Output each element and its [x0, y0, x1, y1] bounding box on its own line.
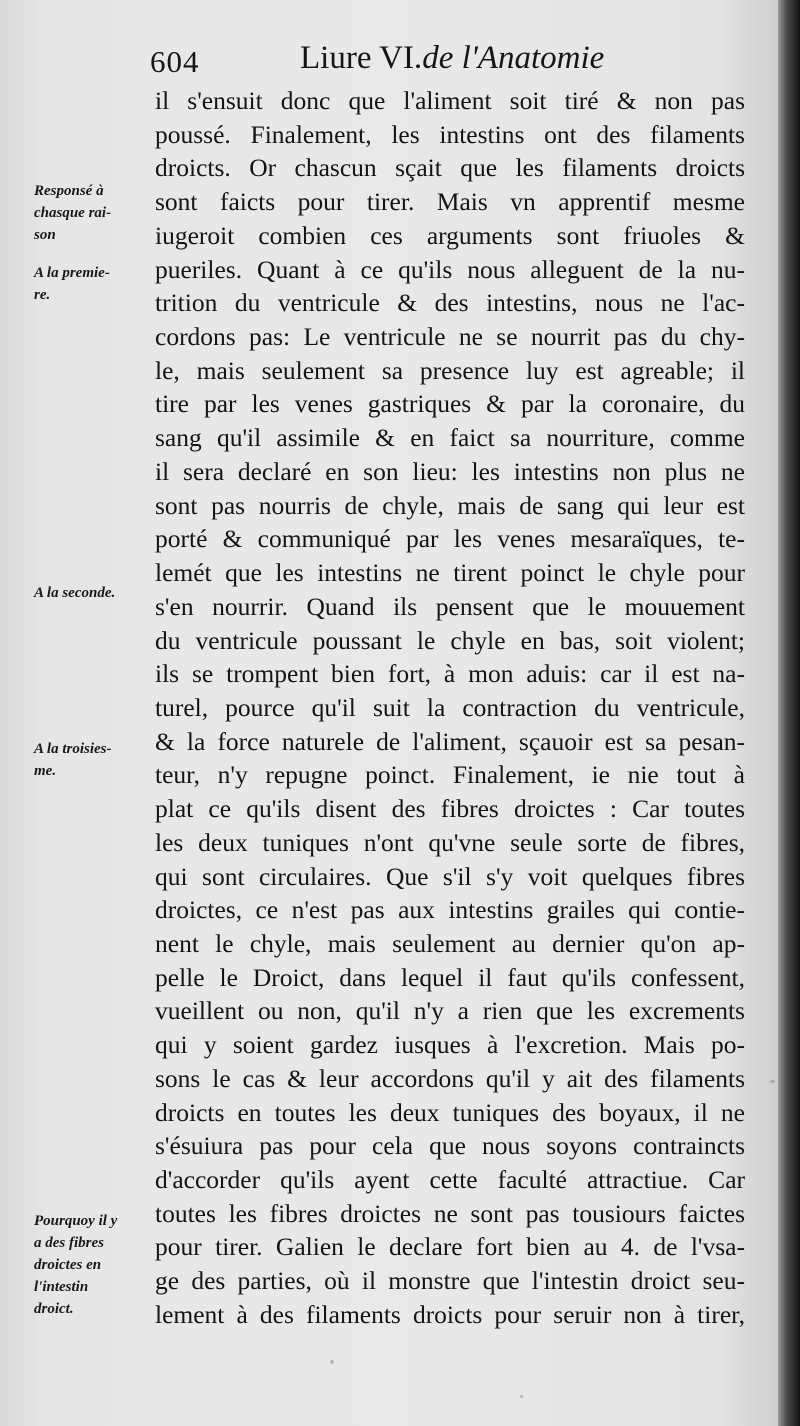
text-line: nent le chyle, mais seulement au dernier qu'on ap- — [155, 928, 745, 958]
margin-note-second: A la seconde. — [34, 585, 116, 601]
text-line: du ventricule poussant le chyle en bas, soit violent; — [155, 625, 745, 655]
text-line: vueillent ou non, qu'il n'y a rien que les excrements — [155, 996, 745, 1026]
margin-note-third: A la troisies- me. — [34, 741, 112, 779]
text-line: teur, n'y repugne poinct. Finalement, ie nie tout à — [155, 760, 745, 790]
text-line: & la force naturele de l'aliment, sçauoir est sa pesan- — [155, 726, 745, 756]
text-line: d'accorder qu'ils ayent cette faculté attractiue. Car — [155, 1165, 745, 1194]
margin-note-first: A la premie- re. — [34, 265, 110, 303]
text-line: cordons pas: Le ventricule ne se nourrit pas du chy- — [155, 322, 745, 352]
ink-speck — [330, 1360, 334, 1364]
text-line: ge des parties, où il monstre que l'intestin droict seu- — [155, 1266, 745, 1296]
margin-note-response: Responsé à chasque rai- son — [34, 183, 112, 243]
running-title-book: Liure VI. — [300, 40, 423, 76]
text-line: qui y soient gardez iusques à l'excretion. Mais po- — [155, 1030, 745, 1060]
text-line: il sera declaré en son lieu: les intestins non plus ne — [155, 456, 745, 486]
text-line: sont faicts pour tirer. Mais vn apprentif mesme — [155, 187, 745, 217]
text-line: iugeroit combien ces arguments sont friuoles & — [155, 220, 745, 250]
text-line: sont pas nourris de chyle, mais de sang qui leur est — [155, 490, 745, 520]
text-line: sons le cas & leur accordons qu'il y ait des filaments — [155, 1063, 745, 1093]
text-line: pour tirer. Galien le declare fort bien au 4. de l'vsa- — [155, 1232, 745, 1262]
text-line: sang qu'il assimile & en faict sa nourriture, comme — [155, 423, 745, 453]
text-line: qui sont circulaires. Que s'il s'y voit quelques fibres — [155, 861, 745, 891]
page-header — [150, 40, 750, 84]
page-number: 604 — [150, 44, 200, 79]
running-title-subject: de l'Anatomie — [422, 40, 605, 76]
text-line: turel, pource qu'il suit la contraction du ventricule, — [155, 692, 745, 722]
text-line: poussé. Finalement, les intestins ont des filaments — [155, 119, 745, 149]
text-line: pueriles. Quant à ce qu'ils nous alleguent de la nu- — [155, 254, 745, 284]
running-title — [300, 40, 604, 77]
text-line: plat ce qu'ils disent des fibres droictes : Car toutes — [155, 794, 745, 824]
text-line: ils se trompent bien fort, à mon aduis: car il est na- — [155, 659, 745, 689]
text-line: trition du ventricule & des intestins, nous ne l'ac- — [155, 288, 745, 318]
text-line: il s'ensuit donc que l'aliment soit tiré & non pas — [155, 86, 745, 115]
text-line: pelle le Droict, dans lequel il faut qu'ils confessent, — [155, 962, 745, 992]
margin-note-why-fibres: Pourquoy il y a des fibres droictes en l'intestin droict. — [34, 1213, 118, 1317]
ink-speck — [770, 1080, 775, 1083]
text-line: les deux tuniques n'ont qu'vne seule sorte de fibres, — [155, 827, 745, 857]
text-line: droicts. Or chascun sçait que les filaments droicts — [155, 153, 745, 183]
text-line: toutes les fibres droictes ne sont pas tousiours faictes — [155, 1198, 745, 1228]
margin-notes — [0, 0, 160, 1426]
text-line: lemét que les intestins ne tirent poinct le chyle pour — [155, 558, 745, 588]
text-line: tire par les venes gastriques & par la coronaire, du — [155, 389, 745, 419]
text-line: s'en nourrir. Quand ils pensent que le mouuement — [155, 591, 745, 621]
body-text — [155, 84, 745, 1332]
text-line: droictes, ce n'est pas aux intestins grailes qui contie- — [155, 895, 745, 925]
ink-speck — [520, 1395, 523, 1398]
text-line: lement à des filaments droicts pour seruir non à tirer, — [155, 1299, 745, 1329]
text-line: le, mais seulement sa presence luy est agreable; il — [155, 355, 745, 385]
text-line: droicts en toutes les deux tuniques des boyaux, il ne — [155, 1097, 745, 1127]
text-line: porté & communiqué par les venes mesaraïques, te- — [155, 524, 745, 554]
text-line: s'ésuiura pas pour cela que nous soyons contraincts — [155, 1131, 745, 1161]
page-edge-shadow — [778, 0, 800, 1426]
